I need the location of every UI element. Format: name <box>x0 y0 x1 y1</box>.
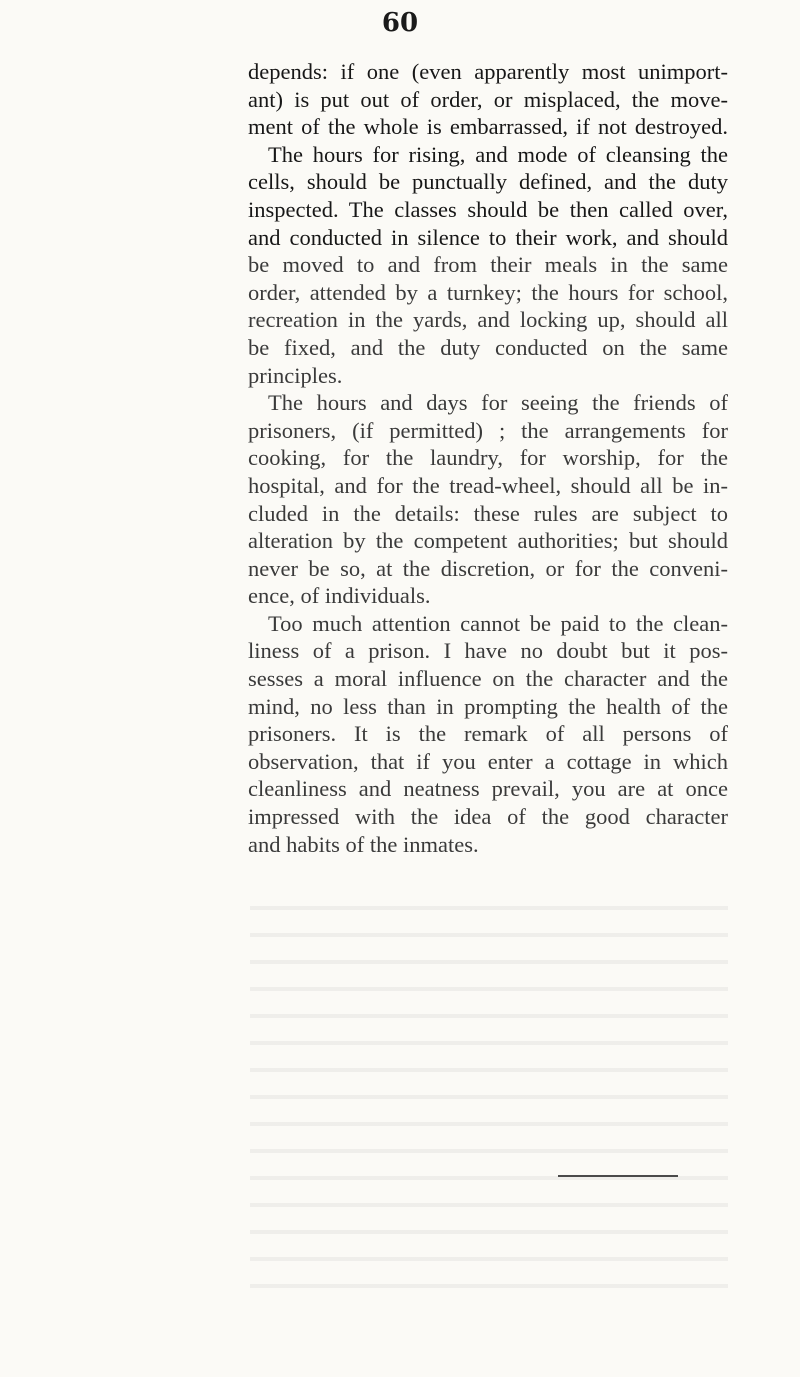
text-line: and conducted in silence to their work, and should <box>248 224 728 250</box>
text-line: never be so, at the discretion, or for the conveni- <box>248 555 728 581</box>
text-line: liness of a prison. I have no doubt but it pos- <box>248 638 728 664</box>
text-line: be moved to and from their meals in the same <box>248 252 728 278</box>
text-line: Too much attention cannot be paid to the clean- <box>268 610 728 636</box>
text-line: depends: if one (even apparently most unimport- <box>248 59 728 84</box>
text-line: principles. <box>248 362 343 388</box>
text-line: impressed with the idea of the good character <box>248 804 728 830</box>
text-line: mind, no less than in prompting the health of the <box>248 693 728 719</box>
text-line: cooking, for the laundry, for worship, for the <box>248 445 728 471</box>
text-line: order, attended by a turnkey; the hours for school, <box>248 279 728 305</box>
text-line: cluded in the details: these rules are subject to <box>248 500 728 526</box>
text-line: prisoners. It is the remark of all persons of <box>248 721 728 747</box>
text-line: cells, should be punctually defined, and the duty <box>248 169 728 195</box>
text-line: recreation in the yards, and locking up, should all <box>248 307 728 333</box>
text-line: ence, of individuals. <box>248 583 431 609</box>
text-line: sesses a moral influence on the character and the <box>248 666 728 692</box>
text-line: ant) is put out of order, or misplaced, the move- <box>248 86 728 112</box>
body-text <box>248 58 728 858</box>
text-line: hospital, and for the tread-wheel, should all be in- <box>248 472 728 498</box>
text-line: ment of the whole is embarrassed, if not destroyed. <box>248 114 728 140</box>
bleed-through-rule <box>558 1175 678 1177</box>
text-line: and habits of the inmates. <box>248 831 479 857</box>
text-line: prisoners, (if permitted) ; the arrangements for <box>248 417 728 443</box>
text-line: inspected. The classes should be then called over, <box>248 196 728 222</box>
text-line: The hours and days for seeing the friends of <box>268 390 728 416</box>
text-line: observation, that if you enter a cottage in which <box>248 748 728 774</box>
text-line: be fixed, and the duty conducted on the same <box>248 334 728 360</box>
text-line: alteration by the competent authorities; but should <box>248 528 728 554</box>
bleed-through-text <box>250 890 728 1310</box>
text-line: The hours for rising, and mode of cleansing the <box>268 141 728 167</box>
page-number: 60 <box>381 8 419 38</box>
text-line: cleanliness and neatness prevail, you are at once <box>248 776 728 802</box>
